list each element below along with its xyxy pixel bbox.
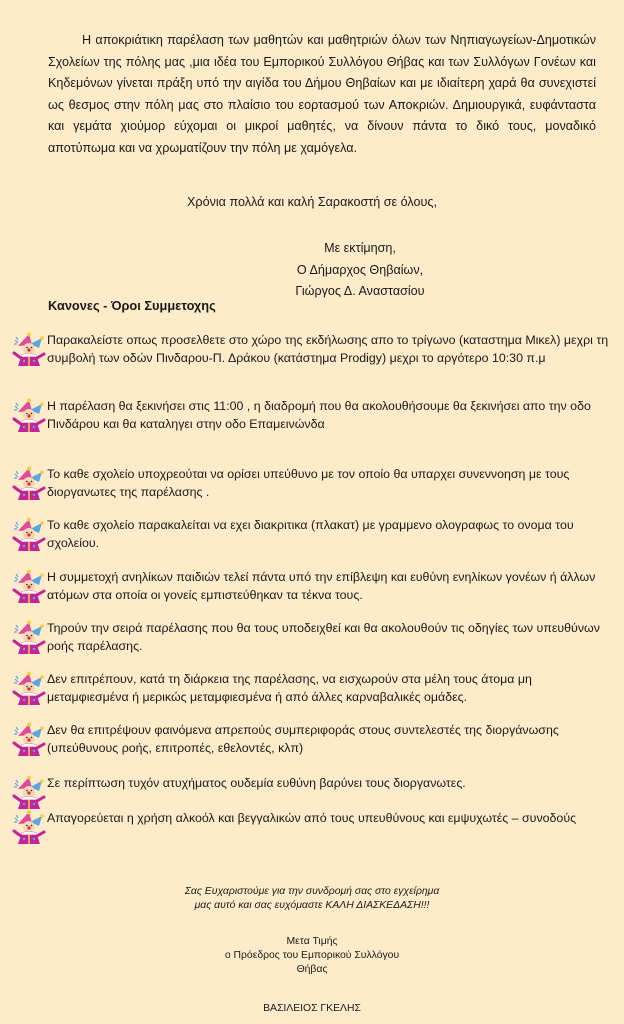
clown-icon bbox=[12, 569, 46, 603]
clown-icon bbox=[12, 466, 46, 500]
rule-text: Δεν επιτρέπουν, κατά τη διάρκεια της παρέλασης, να εισχωρούν στα μέλη τους άτομα μη μεταμφιεσμένα ή μερικώς μεταμφιεσμένα ή από άλλες καρναβαλικές ομάδες. bbox=[47, 672, 532, 704]
rule-text: Η παρέλαση θα ξεκινήσει στις 11:00 , η διαδρομή που θα ακολουθήσουμε θα ξεκινήσει απο την οδο Πινδάρου και θα καταληγει στην οδο Επαμεινώνδα bbox=[47, 399, 591, 431]
wish-line: Χρόνια πολλά και καλή Σαρακοστή σε όλους, bbox=[187, 195, 437, 209]
clown-icon bbox=[12, 517, 46, 551]
regards-line-1: Μετα Τιμής bbox=[286, 936, 338, 947]
clown-icon bbox=[12, 332, 46, 366]
rules-title: Κανονες - Όροι Συμμετοχης bbox=[48, 298, 216, 313]
president-regards bbox=[0, 935, 624, 977]
thanks-note bbox=[0, 885, 624, 913]
rule-text: Παρακαλείστε οπως προσελθετε στο χώρο της εκδήλωσης απο το τρίγωνο (καταστημα Μικελ) μεχρι τη συμβολή των οδών Πινδαρου-Π. Δράκου (κατάστημα Prodigy) μεχρι το αργότερο 10:30 π.μ bbox=[47, 333, 609, 365]
rule-text: Τηρούν την σειρά παρέλασης που θα τους υποδειχθεί και θα ακολουθούν τις οδηγίες των υπευθύνων ροής παρέλασης. bbox=[47, 621, 600, 653]
mayor-signature bbox=[240, 238, 480, 303]
clown-icon bbox=[12, 775, 46, 809]
intro-paragraph: Η αποκριάτικη παρέλαση των μαθητών και μαθητριών όλων των Νηπιαγωγείων-Δημοτικών Σχολείων της πόλης μας ,μια ιδέα του Εμπορικού Συλλόγου Θήβας και των Συλλόγων Γονέων και Κηδεμόνων γίνεται πράξη υπό την αιγίδα του Δήμου Θηβαίων και με ιδιαίτερη χαρά θα συνεχιστεί ως θεσμος στην πόλη μας στο πλαίσιο του εορτασμού των Αποκριών. Δημιουργικά, ευφάνταστα και γεμάτα χιούμορ εύχομαι οι μικροί μαθητές, να δίνουν πάντα το δικό τους, μοναδικό αποτύπωμα και να χρωματίζουν την πόλη με χαμόγελα. bbox=[48, 33, 596, 155]
clown-icon bbox=[12, 810, 46, 844]
rule-text: Σε περίπτωση τυχόν ατυχήματος ουδεμία ευθύνη βαρύνει τους διοργανωτες. bbox=[47, 776, 466, 790]
thanks-line-2: μας αυτό και σας ευχόμαστε ΚΑΛΗ ΔΙΑΣΚΕΔΑΣΗ!!! bbox=[194, 900, 430, 911]
signer-name: ΒΑΣΙΛΕΙΟΣ ΓΚΕΛΗΣ bbox=[263, 1003, 361, 1014]
clown-icon bbox=[12, 722, 46, 756]
rule-text: Η συμμετοχή ανηλίκων παιδιών τελεί πάντα υπό την επίβλεψη και ευθύνη ενηλίκων γονέων ή άλλων ατόμων στα οποία οι γονείς εμπιστεύθηκαν τα τέκνα τους. bbox=[47, 570, 596, 602]
clown-icon bbox=[12, 398, 46, 432]
regards-line-3: Θήβας bbox=[296, 964, 328, 975]
thanks-line-1: Σας Ευχαριστούμε για την συνδρομή σας στο εγχείρημα bbox=[184, 886, 440, 897]
rule-text: Το καθε σχολείο υποχρεούται να ορίσει υπεύθυνο με τον οποίο θα υπαρχει συνεννοηση με τους διοργανωτες της παρέλασης . bbox=[47, 467, 570, 499]
clown-icon bbox=[12, 671, 46, 705]
signature-name: Γιώργος Δ. Αναστασίου bbox=[295, 284, 425, 298]
signature-title: Ο Δήμαρχος Θηβαίων, bbox=[296, 262, 424, 277]
signature-greeting: Με εκτίμηση, bbox=[324, 241, 396, 255]
rule-text: Απαγορεύεται η χρήση αλκοόλ και βεγγαλικών από τους υπευθύνους και εμψυχωτές – συνοδούς bbox=[47, 811, 577, 825]
rule-text: Δεν θα επιτρέψουν φαινόμενα απρεπούς συμπεριφοράς στους συντελεστές της διοργάνωσης (υπεύθυνους ροής, επιτροπές, εθελοντές, κλπ) bbox=[47, 723, 559, 755]
clown-icon bbox=[12, 620, 46, 654]
regards-line-2: ο Πρόεδρος του Εμπορικού Συλλόγου bbox=[224, 950, 400, 961]
rule-text: Το καθε σχολείο παρακαλείται να εχει διακριτικα (πλακατ) με γραμμενο ολογραφως το ονομα του σχολείου. bbox=[47, 518, 574, 550]
